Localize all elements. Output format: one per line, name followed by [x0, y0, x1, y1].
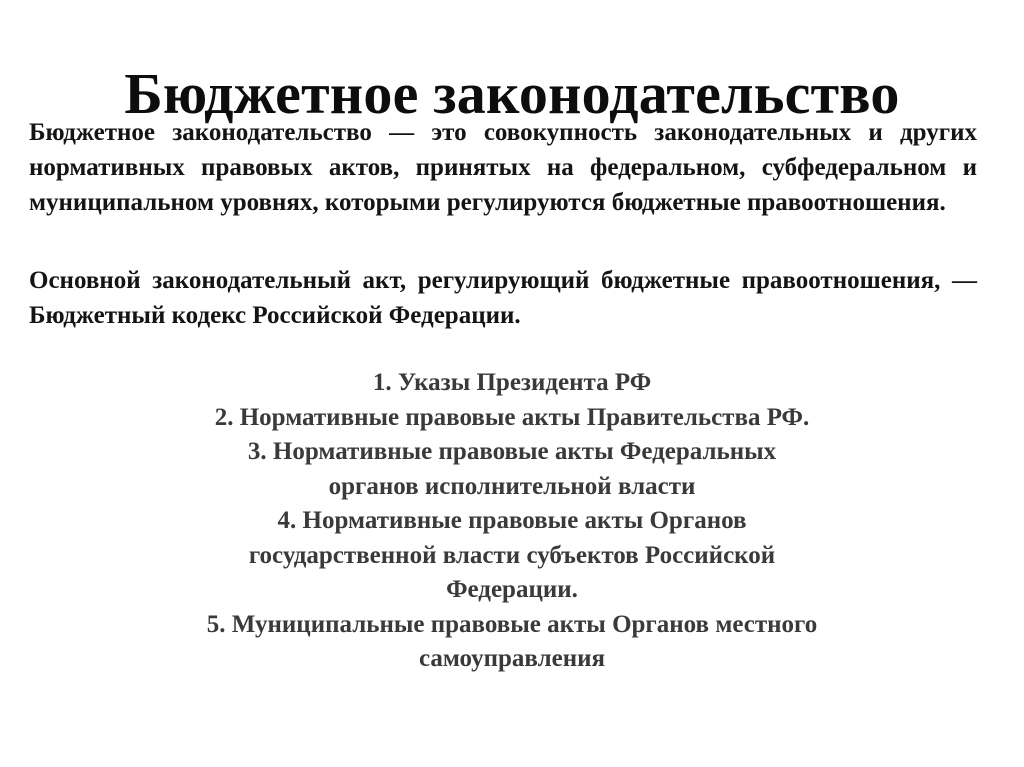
list-item: 1. Указы Президента РФ — [372, 369, 652, 396]
list-item: 3. Нормативные правовые акты Федеральных органов исполнительной власти — [247, 438, 777, 500]
list-item: 4. Нормативные правовые акты Органов государственной власти субъектов Российской Федерации. — [248, 507, 776, 603]
slide-title: Бюджетное законодательство — [124, 60, 900, 126]
list-item: 5. Муниципальные правовые акты Органов местного самоуправления — [206, 610, 818, 672]
list-item: 2. Нормативные правовые акты Правительства РФ. — [214, 403, 810, 431]
main-act-paragraph: Основной законодательный акт, регулирующий бюджетные правоотношения, — Бюджетный кодекс Российской Федерации. — [29, 267, 977, 329]
legal-acts-list — [200, 366, 824, 677]
definition-paragraph: Бюджетное законодательство — это совокупность законодательных и других нормативных правовых актов, принятых на федеральном, субфедеральном и муниципальном уровнях, которыми регулируются бюджетные правоотношения. — [29, 119, 977, 216]
